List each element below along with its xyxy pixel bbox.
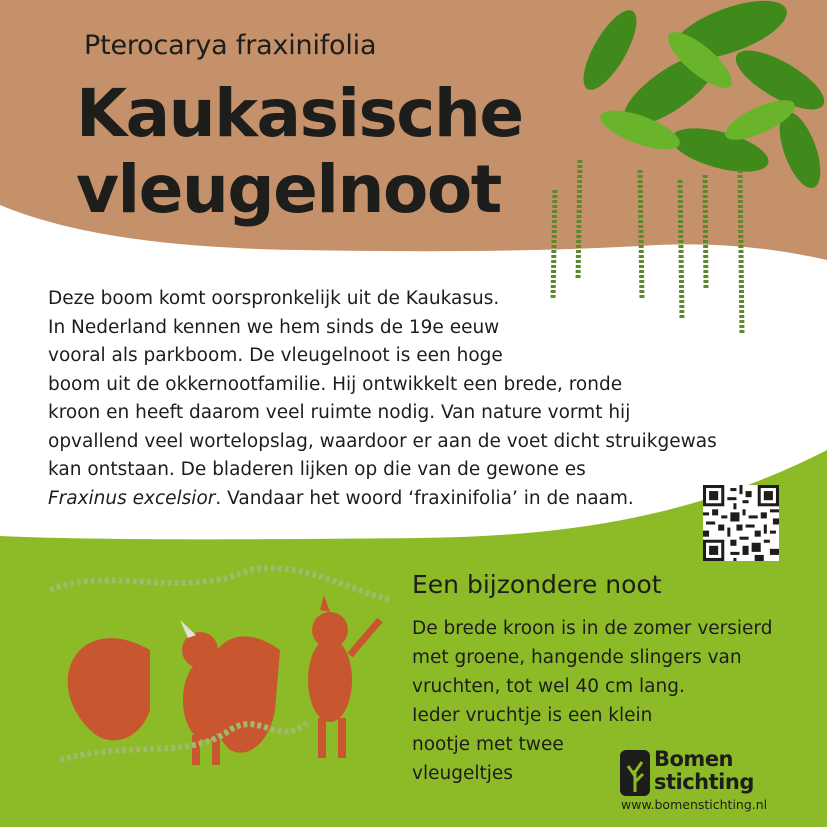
description-line: opvallend veel wortelopslag, waardoor er aan de voet dicht struikgewas — [48, 430, 717, 452]
section-line: met groene, hangende slingers van — [412, 647, 742, 668]
website-link[interactable]: www.bomenstichting.nl — [621, 797, 768, 812]
section-heading: Een bijzondere noot — [412, 570, 662, 599]
description-line-last — [48, 485, 717, 514]
species-italic: Fraxinus excelsior — [48, 487, 216, 509]
title-line-1: Kaukasische — [76, 75, 523, 152]
page-title — [76, 76, 523, 228]
logo-line-1: Bomen — [654, 747, 734, 771]
qr-code-icon[interactable] — [703, 485, 779, 561]
logo-line-2: stichting — [654, 770, 754, 794]
description-line: kan ontstaan. De bladeren lijken op die van de gewone es — [48, 459, 586, 480]
section-line: Ieder vruchtje is een klein — [412, 705, 653, 726]
logo-text — [654, 748, 754, 794]
description-line-rest: . Vandaar het woord ‘fraxinifolia’ in de naam. — [215, 487, 634, 509]
title-line-2: vleugelnoot — [76, 151, 501, 228]
squirrel-left — [68, 620, 227, 765]
description-line: kroon en heeft daarom veel ruimte nodig. Van nature vormt hij — [48, 402, 631, 423]
section-line: De brede kroon is in de zomer versierd — [412, 618, 773, 639]
section-line: vruchten, tot wel 40 cm lang. — [412, 676, 685, 697]
squirrels-illustration — [30, 560, 410, 790]
latin-name: Pterocarya fraxinifolia — [84, 30, 377, 61]
section-line: nootje met twee — [412, 734, 564, 755]
description-line: vooral als parkboom. De vleugelnoot is een hoge — [48, 345, 503, 366]
description-line: In Nederland kennen we hem sinds de 19e eeuw — [48, 316, 500, 338]
description-line: boom uit de okkernootfamilie. Hij ontwikkelt een brede, ronde — [48, 373, 623, 395]
description-line: Deze boom komt oorspronkelijk uit de Kaukasus. — [48, 288, 500, 309]
description-text — [48, 285, 717, 513]
section-line: vleugeltjes — [412, 763, 513, 784]
